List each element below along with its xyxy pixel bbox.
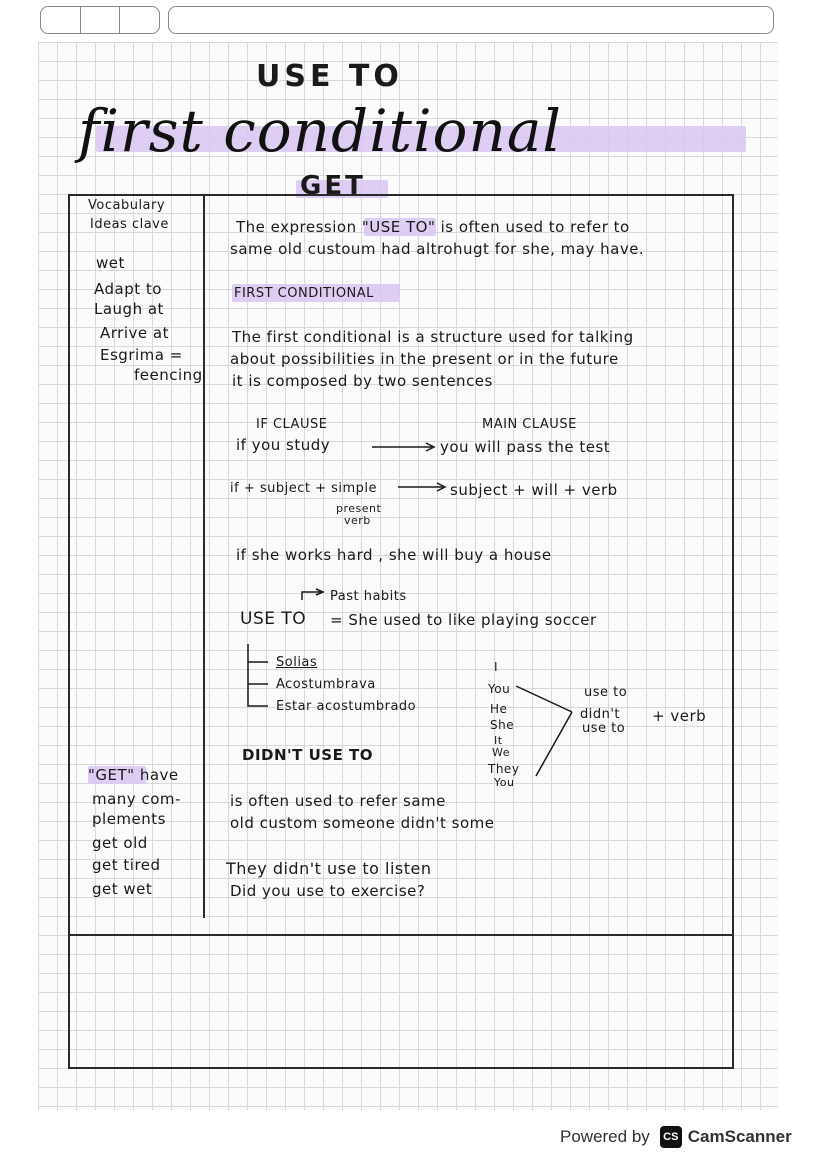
formula-present: present xyxy=(336,502,382,515)
example-2: Did you use to exercise? xyxy=(230,882,426,900)
title-first-conditional: first conditional xyxy=(78,97,562,165)
main-clause-label: MAIN CLAUSE xyxy=(482,417,577,432)
sidebar-wet: wet xyxy=(96,254,125,272)
sidebar-get-old: get old xyxy=(92,834,148,852)
sidebar-arrive: Arrive at xyxy=(100,324,169,342)
pronoun-bracket-bottom xyxy=(536,712,572,776)
bullet-acostumbrava: Acostumbrava xyxy=(276,677,376,692)
if-you-study: if you study xyxy=(236,436,331,454)
example-1: They didn't use to listen xyxy=(226,859,432,878)
pronoun-he: He xyxy=(490,702,508,716)
sidebar-plements: plements xyxy=(92,810,166,828)
fc-line-3: it is composed by two sentences xyxy=(232,372,493,390)
pronoun-you: You xyxy=(488,682,511,696)
fc-heading: FIRST CONDITIONAL xyxy=(234,286,374,301)
sidebar-many: many com- xyxy=(92,790,181,808)
formula-verb: verb xyxy=(344,514,371,527)
sidebar-get-wet: get wet xyxy=(92,880,153,898)
didnt-line-1: is often used to refer same xyxy=(230,792,446,810)
pronoun-bracket-top xyxy=(516,686,572,712)
camscanner-logo-icon: CS xyxy=(660,1126,682,1148)
bullet-estar: Estar acostumbrado xyxy=(276,699,417,714)
scanner-footer xyxy=(560,1126,792,1148)
sidebar-adapt: Adapt to xyxy=(94,280,162,298)
example-sentence: if she works hard , she will buy a house xyxy=(236,546,552,564)
formula-left: if + subject + simple xyxy=(230,481,378,496)
didnt-line-2: old custom someone didn't some xyxy=(230,814,495,832)
didnt-small: didn't xyxy=(580,707,621,722)
sidebar-get-have: "GET" have xyxy=(88,766,179,784)
powered-by: Powered by xyxy=(560,1127,650,1146)
pronoun-you-plural: You xyxy=(494,776,515,789)
pronoun-she: She xyxy=(490,718,515,732)
pronoun-it: It xyxy=(494,734,503,747)
sidebar-get-tired: get tired xyxy=(92,856,161,874)
pronoun-i: I xyxy=(494,660,499,674)
plus-verb: + verb xyxy=(652,707,707,725)
sidebar-feencing: feencing xyxy=(134,366,203,384)
use-to-small: use to xyxy=(584,685,628,700)
if-clause-label: IF CLAUSE xyxy=(256,417,328,432)
sidebar-vocabulary: Vocabulary xyxy=(88,198,166,213)
formula-right: subject + will + verb xyxy=(450,481,618,499)
sidebar-ideas: Ideas clave xyxy=(90,217,169,232)
intro-line-2: same old custoum had altrohugt for she, may have. xyxy=(230,240,645,258)
title-get: GET xyxy=(300,171,366,201)
title-use-to: USE TO xyxy=(256,59,403,94)
use-to-small-2: use to xyxy=(582,721,626,736)
fc-line-2: about possibilities in the present or in the future xyxy=(230,350,619,368)
pronoun-they: They xyxy=(488,762,520,776)
bullet-bracket xyxy=(248,644,268,706)
intro-line-1: The expression "USE TO" is often used to refer to xyxy=(236,218,630,236)
fc-line-1: The first conditional is a structure used for talking xyxy=(232,328,634,346)
pronoun-we: We xyxy=(492,746,510,759)
you-will-pass: you will pass the test xyxy=(440,438,611,456)
past-habits: Past habits xyxy=(330,589,407,604)
sidebar-laugh: Laugh at xyxy=(94,300,164,318)
camscanner-brand: CamScanner xyxy=(687,1127,792,1146)
sidebar-esgrima: Esgrima = xyxy=(100,346,183,364)
didnt-use-to-heading: DIDN'T USE TO xyxy=(242,746,374,764)
bullet-solias: Solias xyxy=(276,655,318,670)
use-to-label: USE TO xyxy=(240,609,307,629)
use-to-example: = She used to like playing soccer xyxy=(330,611,597,629)
